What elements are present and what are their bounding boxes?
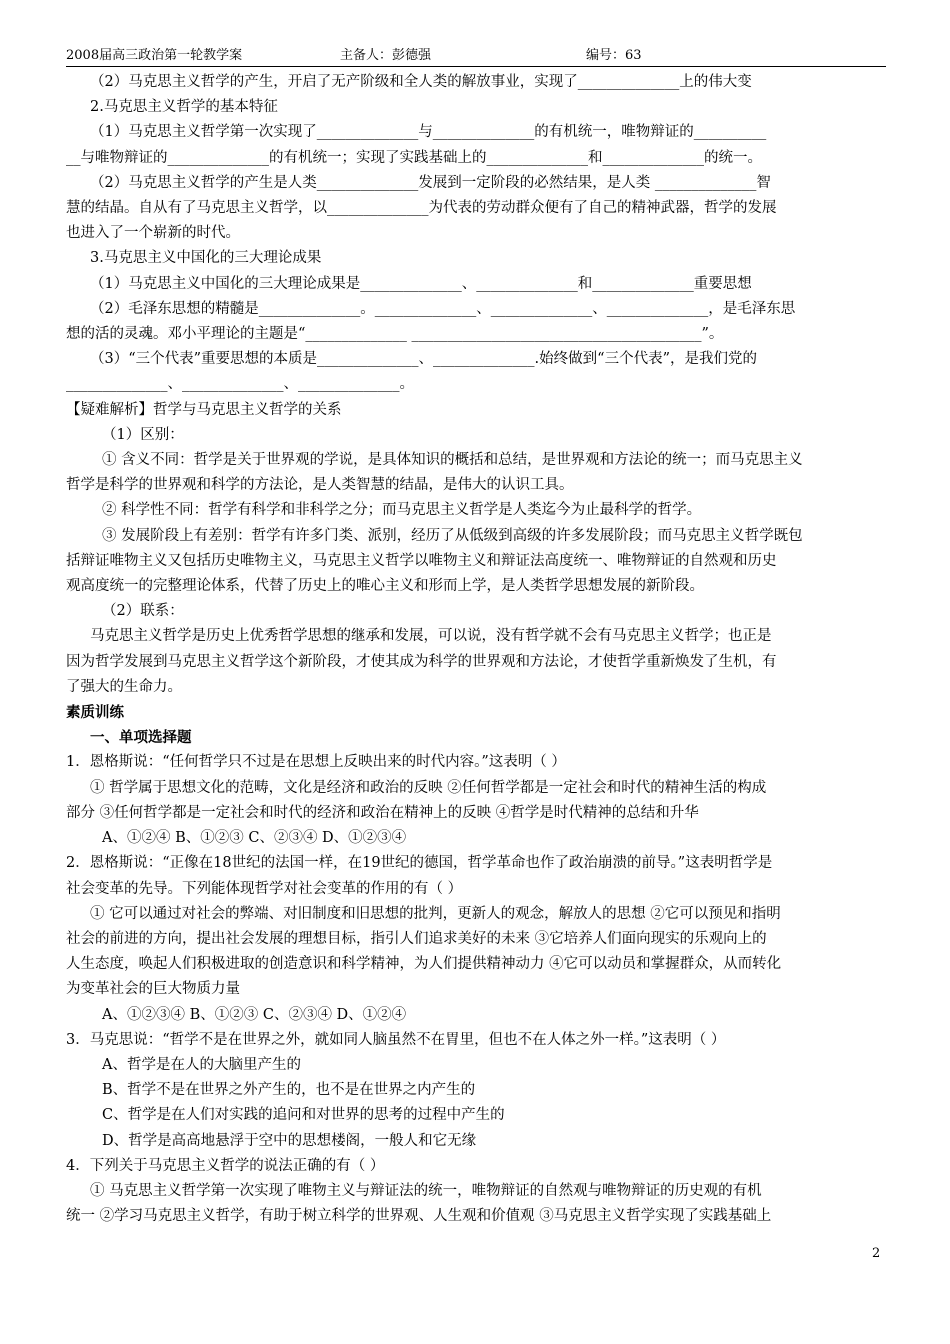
answer-option: B、哲学不是在世界之外产生的，也不是在世界之内产生的 [102,1082,476,1099]
text-line: 了强大的生命力。 [66,678,182,695]
question-line: 部分 ③任何哲学都是一定社会和时代的经济和政治在精神上的反映 ④哲学是时代精神的总结和升华 [66,804,699,821]
text-line: （1）区别： [102,426,184,443]
text-line: 想的活的灵魂。邓小平理论的主题是“______________ ________________________________________”。 [66,326,724,343]
question-line: 4．下列关于马克思主义哲学的说法正确的有（ ） [66,1157,385,1174]
text-line: 因为哲学发展到马克思主义哲学这个新阶段，才使其成为科学的世界观和方法论，才使哲学重新焕发了生机，有 [66,653,777,670]
page-number: 2 [872,1246,881,1261]
text-line: ② 科学性不同：哲学有科学和非科学之分；而马克思主义哲学是人类迄今为止最科学的哲学。 [102,502,702,519]
section-heading: 3.马克思主义中国化的三大理论成果 [90,250,322,267]
question-line: ① 哲学属于思想文化的范畴，文化是经济和政治的反映 ②任何哲学都是一定社会和时代的精神生活的构成 [90,779,767,796]
text-line: __与唯物辩证的______________的有机统一；实现了实践基础上的______________和______________的统一。 [66,149,762,166]
section-title-training: 素质训练 [66,704,124,722]
header-author: 主备人：彭德强 [340,48,432,63]
question-line: 社会变革的先导。下列能体现哲学对社会变革的作用的有（ ） [66,880,463,897]
section-heading: 2.马克思主义哲学的基本特征 [90,99,278,116]
text-line: 慧的结晶。自从有了马克思主义哲学，以______________为代表的劳动群众便有了自己的精神武器，哲学的发展 [66,200,777,217]
answer-option: C、哲学是在人们对实践的追问和对世界的思考的过程中产生的 [102,1107,505,1124]
question-line: ① 马克思主义哲学第一次实现了唯物主义与辩证法的统一，唯物辩证的自然观与唯物辩证的历史观的有机 [90,1182,762,1199]
text-line: 哲学是科学的世界观和科学的方法论，是人类智慧的结晶，是伟大的认识工具。 [66,477,574,494]
analysis-heading: 【疑难解析】哲学与马克思主义哲学的关系 [66,401,342,418]
question-line: ① 它可以通过对社会的弊端、对旧制度和旧思想的批判，更新人的观念，解放人的思想 ②它可以预见和指明 [90,905,781,922]
text-line: ③ 发展阶段上有差别：哲学有许多门类、派别，经历了从低级到高级的许多发展阶段；而马克思主义哲学既包 [102,527,803,544]
text-line: ① 含义不同：哲学是关于世界观的学说，是具体知识的概括和总结，是世界观和方法论的统一；而马克思主义 [102,452,803,469]
document-body [66,70,886,1229]
answer-options: A、①②③④ B、①②③ C、②③④ D、①②④ [102,1006,407,1023]
question-line: 统一 ②学习马克思主义哲学，有助于树立科学的世界观、人生观和价值观 ③马克思主义哲学实现了实践基础上 [66,1208,772,1225]
answer-option: A、哲学是在人的大脑里产生的 [102,1056,301,1073]
section-title-choice: 一、单项选择题 [90,729,192,747]
question-line: 社会的前进的方向，提出社会发展的理想目标，指引人们追求美好的未来 ③它培养人们面向现实的乐观向上的 [66,930,767,947]
question-line: 1．恩格斯说：“任何哲学只不过是在思想上反映出来的时代内容。”这表明（ ） [66,754,566,771]
text-line: （2）马克思主义哲学的产生是人类______________发展到一定阶段的必然结果，是人类 ______________智 [90,174,771,191]
question-line: 为变革社会的巨大物质力量 [66,981,240,998]
text-line: （1）马克思主义哲学第一次实现了______________与______________的有机统一，唯物辩证的__________ [90,124,767,141]
question-line: 2．恩格斯说：“正像在18世纪的法国一样，在19世纪的德国，哲学革命也作了政治崩溃的前导。”这表明哲学是 [66,855,773,872]
text-line: 括辩证唯物主义又包括历史唯物主义，马克思主义哲学以唯物主义和辩证法高度统一、唯物辩证的自然观和历史 [66,552,777,569]
text-line: 观高度统一的完整理论体系，代替了历史上的唯心主义和形而上学，是人类哲学思想发展的新阶段。 [66,578,704,595]
header-number: 编号：63 [586,48,642,63]
header-title: 2008届高三政治第一轮教学案 [66,48,243,63]
text-line: （2）联系： [102,603,184,620]
page-header [66,44,886,67]
text-line: （2）马克思主义哲学的产生，开启了无产阶级和全人类的解放事业，实现了______________上的伟大变 [90,74,752,90]
text-line: 马克思主义哲学是历史上优秀哲学思想的继承和发展，可以说，没有哲学就不会有马克思主义哲学；也正是 [90,628,772,645]
text-line: ______________、______________、______________。 [66,376,414,393]
question-line: 3．马克思说：“哲学不是在世界之外，就如同人脑虽然不在胃里，但也不在人体之外一样。”这表明（ ） [66,1031,726,1048]
text-line: 也进入了一个崭新的时代。 [66,225,240,242]
text-line: （2）毛泽东思想的精髓是______________。______________、______________、______________，是毛泽东思 [90,300,796,317]
question-line: 人生态度，唤起人们积极进取的创造意识和科学精神，为人们提供精神动力 ④它可以动员和掌握群众，从而转化 [66,956,782,973]
answer-option: D、哲学是高高地悬浮于空中的思想楼阁，一般人和它无缘 [102,1132,477,1149]
answer-options: A、①②④ B、①②③ C、②③④ D、①②③④ [102,830,407,847]
text-line: （3）“三个代表”重要思想的本质是______________、______________.始终做到“三个代表”，是我们党的 [90,351,757,368]
text-line: （1）马克思主义中国化的三大理论成果是______________、______________和______________重要思想 [90,275,752,292]
